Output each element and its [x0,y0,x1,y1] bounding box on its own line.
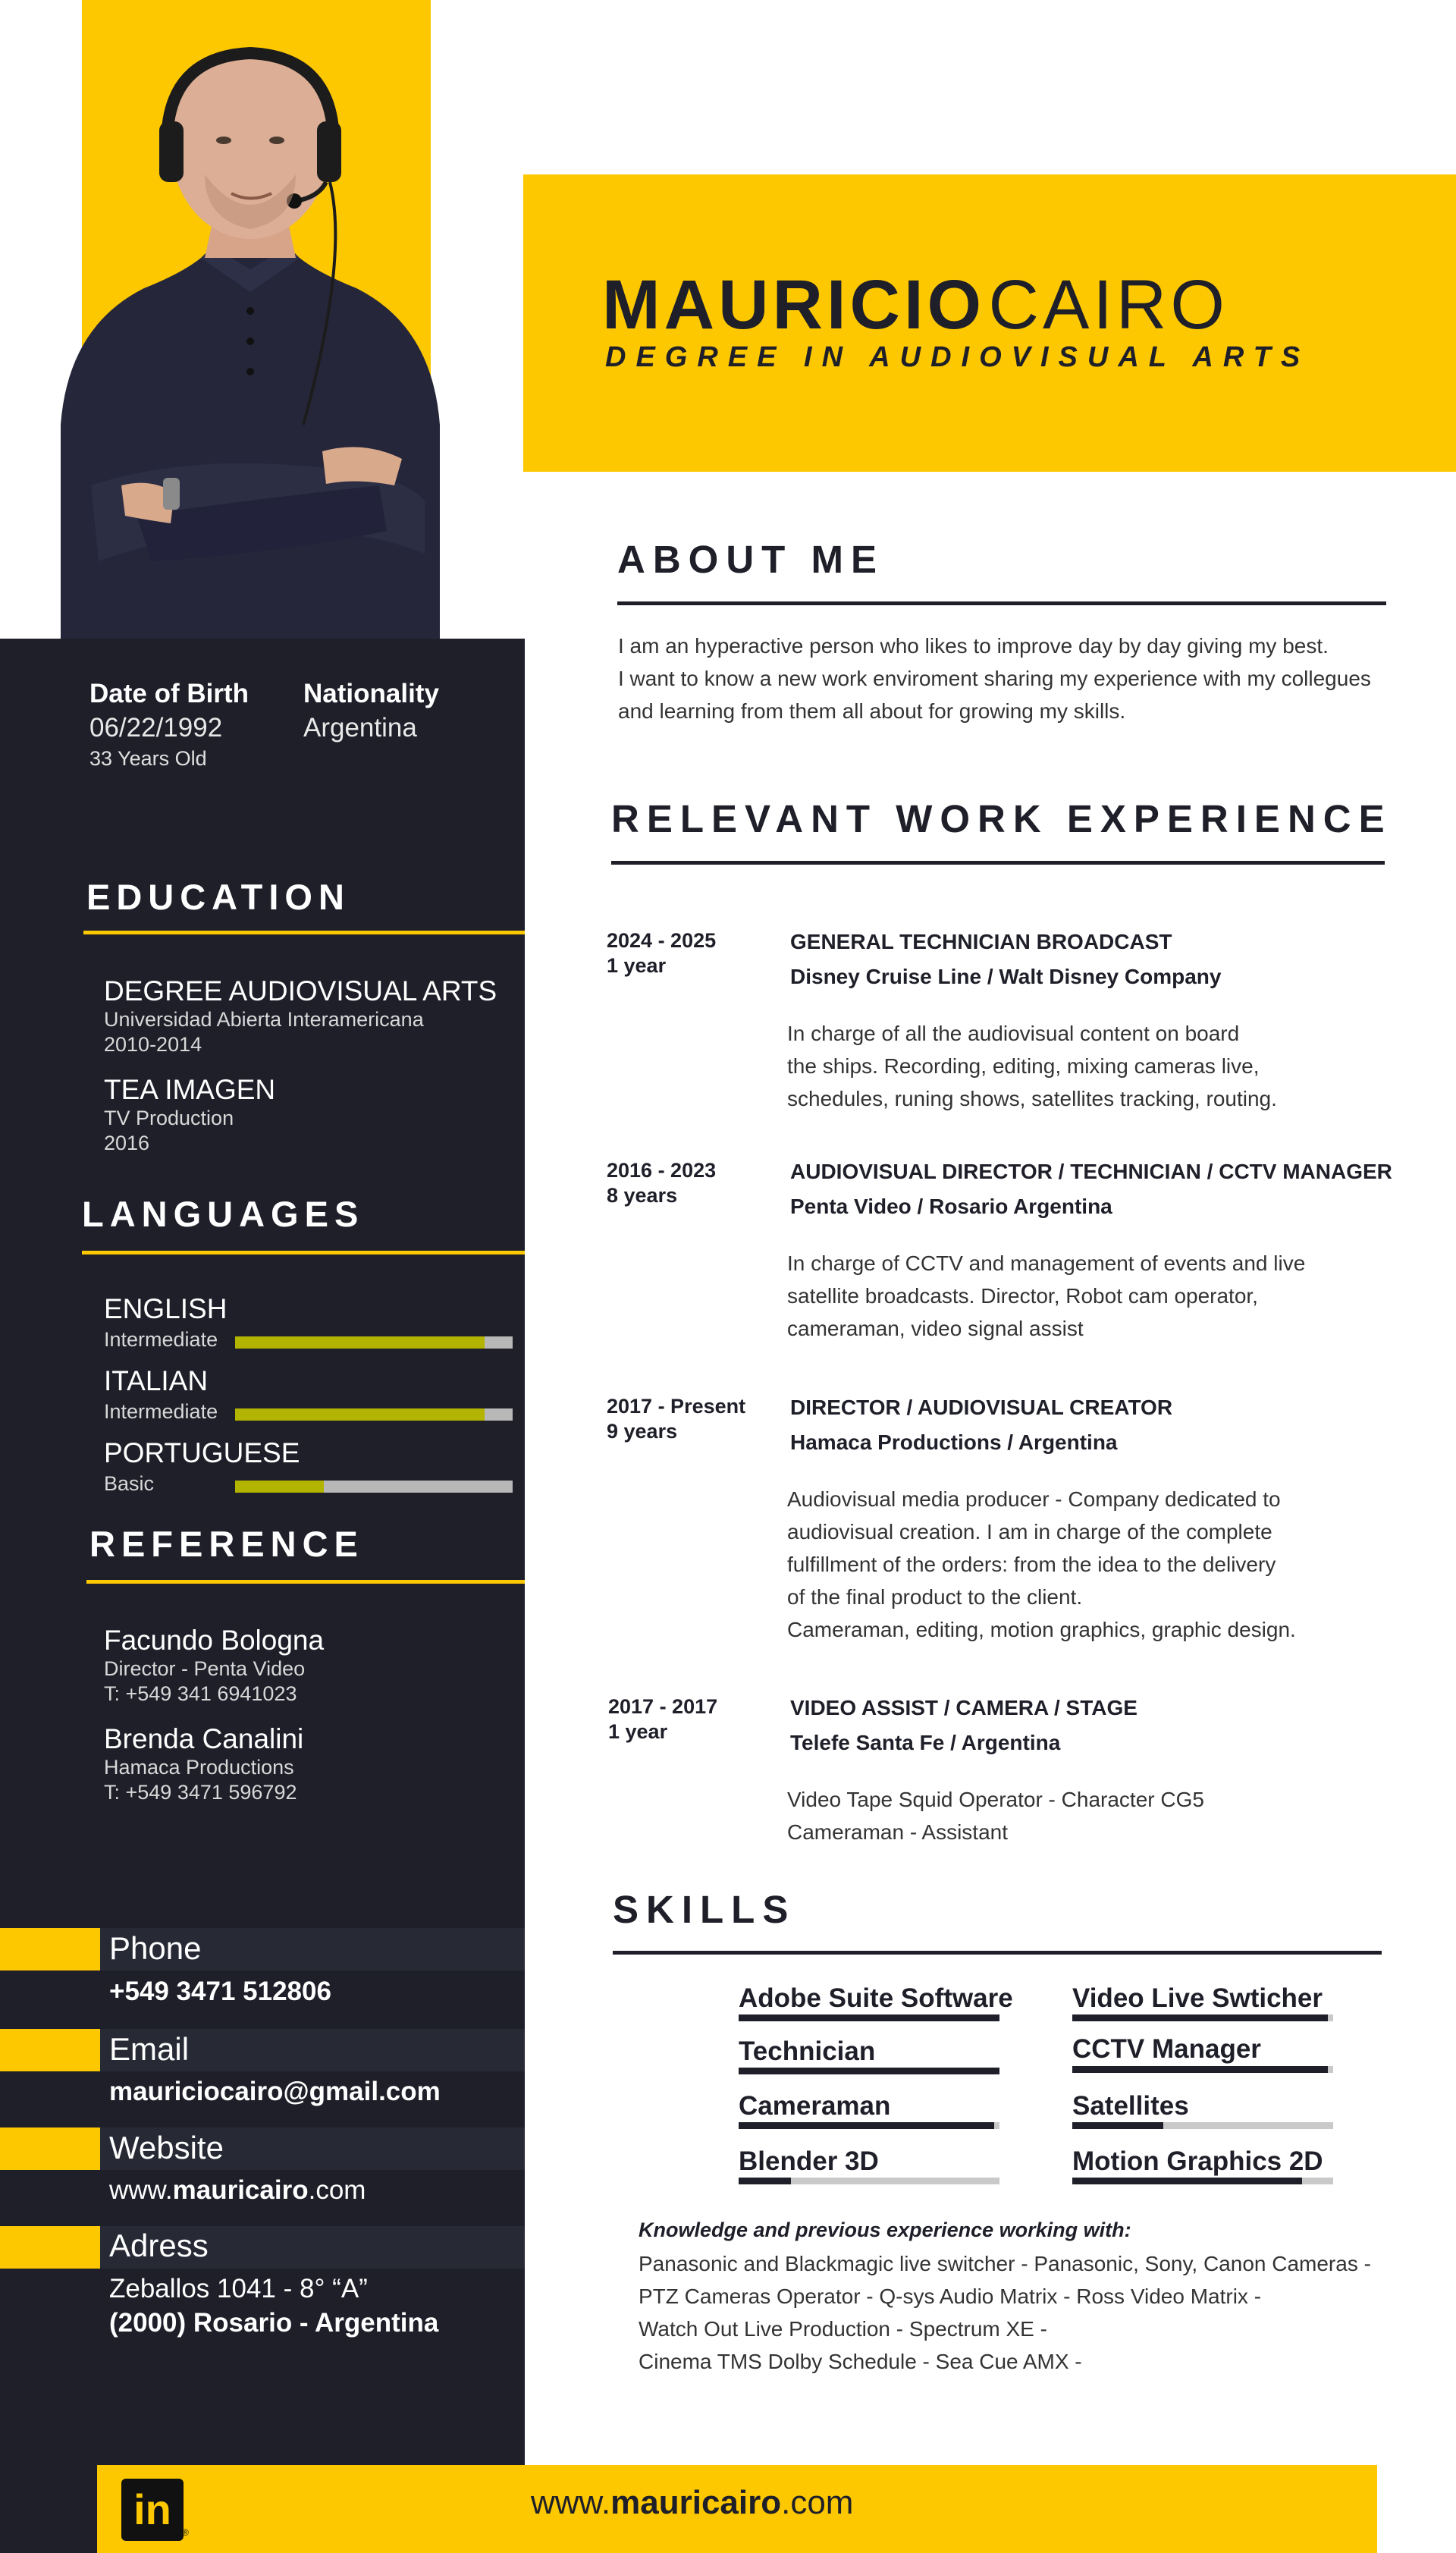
language-bar [235,1336,513,1349]
website-label: Website [109,2130,224,2165]
skill-bar [739,2178,999,2184]
reference-role: Hamaca Productions [104,1756,294,1779]
education-divider [83,931,525,934]
languages-divider [82,1251,525,1255]
job-title: AUDIOVISUAL DIRECTOR / TECHNICIAN / CCTV MANAGER [790,1160,1392,1183]
footer-url-domain: mauricairo [610,2484,782,2521]
job-desc-line: cameraman, video signal assist [787,1317,1084,1340]
reference-heading: REFERENCE [89,1524,364,1564]
skill-bar [739,2122,999,2129]
education-item-years: 2016 [104,1132,150,1154]
reference-name: Facundo Bologna [104,1625,325,1656]
skill-name: Satellites [1072,2091,1189,2121]
reference-divider [86,1580,525,1584]
reference-phone: T: +549 341 6941023 [104,1682,297,1705]
skill-name: Blender 3D [739,2146,879,2176]
job-duration: 1 year [608,1720,668,1743]
job-desc-line: schedules, runing shows, satellites tracking, routing. [787,1087,1277,1110]
skill-bar [739,2014,999,2021]
footer-url-prefix: www. [531,2484,611,2521]
nationality-label: Nationality [303,679,439,708]
job-desc-line: satellite broadcasts. Director, Robot cam operator, [787,1284,1258,1308]
education-item-years: 2010-2014 [104,1033,202,1056]
skill-name: Video Live Swticher [1072,1983,1323,2013]
nationality-value: Argentina [303,713,417,743]
about-line: I am an hyperactive person who likes to improve day by day giving my best. [618,634,1329,658]
languages-heading: LANGUAGES [82,1194,365,1234]
about-divider [617,601,1386,605]
first-name: MAURICIO [602,266,986,344]
experience-heading: RELEVANT WORK EXPERIENCE [611,797,1392,840]
job-period: 2024 - 2025 [607,929,717,952]
skill-name: Cameraman [739,2091,891,2121]
job-company: Hamaca Productions / Argentina [790,1430,1118,1454]
job-title: GENERAL TECHNICIAN BROADCAST [790,930,1172,953]
knowledge-line: Panasonic and Blackmagic live switcher - Panasonic, Sony, Canon Cameras - [639,2252,1371,2275]
job-desc-line: Video Tape Squid Operator - Character CG5 [787,1788,1204,1811]
address-line2: (2000) Rosario - Argentina [109,2308,439,2338]
education-item-school: Universidad Abierta Interamericana [104,1008,424,1031]
education-heading: EDUCATION [86,877,350,917]
job-desc-line: audiovisual creation. I am in charge of the complete [787,1520,1272,1543]
language-level: Intermediate [104,1328,218,1351]
job-period: 2016 - 2023 [607,1159,717,1182]
website-accent [0,2128,100,2170]
skill-name: Motion Graphics 2D [1072,2146,1323,2176]
dob-value: 06/22/1992 [89,713,223,743]
skill-bar [739,2068,999,2074]
skill-bar-fill [739,2122,994,2129]
job-desc-line: In charge of all the audiovisual content on board [787,1022,1240,1045]
skill-name: CCTV Manager [1072,2034,1261,2064]
skill-bar-fill [739,2178,791,2184]
skill-bar [1072,2122,1333,2129]
full-name [602,265,1228,345]
website-domain: mauricairo [172,2175,309,2205]
age: 33 Years Old [89,747,207,770]
reference-role: Director - Penta Video [104,1657,306,1680]
address-accent [0,2226,100,2269]
language-level: Basic [104,1472,155,1495]
profile-photo [46,30,455,641]
skill-bar-fill [1072,2122,1163,2129]
website-suffix: .com [308,2175,366,2205]
job-duration: 8 years [607,1184,678,1207]
skill-name: Adobe Suite Software [739,1983,1013,2013]
reference-phone: T: +549 3471 596792 [104,1781,297,1804]
phone-value[interactable]: +549 3471 512806 [109,1977,331,2006]
skill-bar-fill [739,2068,999,2074]
about-heading: ABOUT ME [617,538,884,581]
job-period: 2017 - Present [607,1395,746,1418]
email-accent [0,2029,100,2071]
skill-name: Technician [739,2036,876,2066]
degree-subtitle: DEGREE IN AUDIOVISUAL ARTS [605,341,1310,373]
dob-label: Date of Birth [89,679,249,708]
knowledge-heading: Knowledge and previous experience working with: [639,2219,1131,2241]
skill-bar-fill [1072,2014,1328,2021]
education-item-title: TEA IMAGEN [104,1074,276,1105]
language-bar-fill [235,1336,485,1349]
phone-label: Phone [109,1930,202,1966]
email-value[interactable]: mauriciocairo@gmail.com [109,2077,441,2106]
job-title: VIDEO ASSIST / CAMERA / STAGE [790,1696,1138,1719]
about-line: and learning from them all about for growing my skills. [618,699,1126,723]
phone-accent [0,1928,100,1970]
job-desc-line: of the final product to the client. [787,1585,1083,1609]
language-bar-fill [235,1408,485,1421]
job-desc-line: Cameraman - Assistant [787,1820,1008,1844]
experience-divider [611,861,1385,865]
language-name: ENGLISH [104,1293,228,1324]
job-desc-line: In charge of CCTV and management of events and live [787,1251,1306,1275]
website-link[interactable] [109,2175,366,2206]
language-name: PORTUGUESE [104,1437,300,1468]
registered-mark-icon: ® [182,2527,189,2538]
skill-bar [1072,2178,1333,2184]
skill-bar-fill [1072,2066,1328,2073]
job-company: Disney Cruise Line / Walt Disney Company [790,965,1222,988]
last-name: CAIRO [988,266,1228,344]
education-item-school: TV Production [104,1107,234,1129]
linkedin-icon[interactable]: in [121,2479,184,2541]
job-company: Penta Video / Rosario Argentina [790,1195,1112,1218]
about-line: I want to know a new work enviroment sharing my experience with my collegues [618,667,1371,690]
job-desc-line: fulfillment of the orders: from the idea to the delivery [787,1553,1276,1576]
language-bar [235,1408,513,1421]
email-label: Email [109,2031,190,2067]
reference-name: Brenda Canalini [104,1723,304,1754]
job-company: Telefe Santa Fe / Argentina [790,1731,1061,1754]
skill-bar [1072,2066,1333,2073]
language-level: Intermediate [104,1400,218,1423]
knowledge-line: Cinema TMS Dolby Schedule - Sea Cue AMX - [639,2350,1082,2373]
address-label: Adress [109,2228,209,2263]
skills-divider [613,1951,1382,1955]
language-bar [235,1481,513,1493]
footer-website-link[interactable] [531,2484,1122,2522]
language-name: ITALIAN [104,1365,209,1396]
language-bar-fill [235,1481,324,1493]
skill-bar-fill [1072,2178,1302,2184]
job-period: 2017 - 2017 [608,1695,718,1718]
job-desc-line: the ships. Recording, editing, mixing cameras live, [787,1054,1260,1078]
skill-bar [1072,2014,1333,2021]
knowledge-line: Watch Out Live Production - Spectrum XE - [639,2317,1047,2341]
website-prefix: www. [109,2175,173,2205]
skills-heading: SKILLS [613,1888,796,1931]
job-duration: 9 years [607,1420,678,1443]
education-item-title: DEGREE AUDIOVISUAL ARTS [104,975,497,1006]
job-duration: 1 year [607,954,667,977]
job-desc-line: Cameraman, editing, motion graphics, graphic design. [787,1618,1296,1641]
skill-bar-fill [739,2014,999,2021]
job-desc-line: Audiovisual media producer - Company dedicated to [787,1487,1281,1511]
knowledge-line: PTZ Cameras Operator - Q-sys Audio Matrix - Ross Video Matrix - [639,2285,1262,2308]
job-title: DIRECTOR / AUDIOVISUAL CREATOR [790,1396,1173,1419]
footer-url-suffix: .com [781,2484,854,2521]
address-line1: Zeballos 1041 - 8° “A” [109,2274,368,2303]
